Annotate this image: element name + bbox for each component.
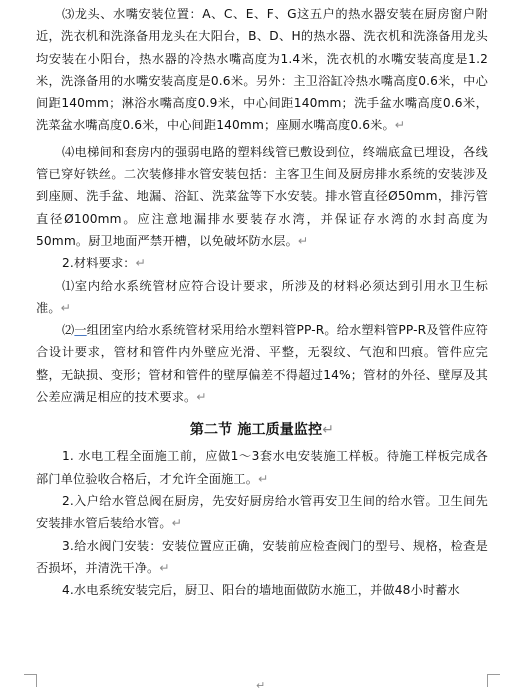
paragraph-conduit-drainage xyxy=(36,141,488,252)
paragraph-mark-icon: ↵ xyxy=(135,256,146,271)
paragraph-waterproofing xyxy=(36,579,488,601)
paragraph-ppr-pipe xyxy=(36,319,488,408)
section-heading xyxy=(36,418,488,442)
page-end-mark-icon: ↵ xyxy=(256,679,266,692)
paragraph-mark-icon: ↵ xyxy=(322,422,335,439)
section-heading-text: 第二节 施工质量监控 xyxy=(189,422,323,439)
paragraph-text: 3.给水阀门安装：安装位置应正确，安装前应检查阀门的型号、规格，检查是否损坏，并清洗干净。 xyxy=(36,538,488,575)
paragraph-text: ⑴室内给水系统管材应符合设计要求，所涉及的材料必须达到引用水卫生标准。 xyxy=(36,278,488,315)
paragraph-fixture-positions xyxy=(36,3,488,137)
paragraph-material-requirements-title xyxy=(36,252,488,274)
document-body xyxy=(36,3,488,601)
paragraph-mark-icon: ↵ xyxy=(258,471,269,486)
paragraph-text: ⑷电梯间和套房内的强弱电路的塑料线管已敷设到位，终端底盒已埋设，各线管已穿好铁丝。二次装修排水管安装包括：主客卫生间及厨房排水系统的安装涉及到座厕、洗手盆、地漏、浴缸、洗菜盆等下水安装。排水管直径Ø50mm，排污管直径Ø100mm。应注意地漏排水要装存水湾，并保证存水湾的水封高度为50mm。厨卫地面严禁开槽，以免破坏防水层。 xyxy=(36,144,488,248)
paragraph-mark-icon: ↵ xyxy=(159,560,170,575)
paragraph-mark-icon: ↵ xyxy=(171,516,183,531)
paragraph-water-pipe-material xyxy=(36,275,488,320)
paragraph-mark-icon: ↵ xyxy=(196,390,207,405)
paragraph-text: ⑶龙头、水嘴安装位置：A、C、E、F、G这五户的热水器安装在厨房窗户附近，洗衣机和洗涤备用龙头在大阳台，B、D、H的热水器、洗衣机和洗涤备用龙头均安装在小阳台，热水器的冷热水嘴高度为1.4米，洗衣机的水嘴安装高度是1.2米，洗涤备用的水嘴安装高度是0.6米。另外：主卫浴缸冷热水嘴高度0.6米，中心间距140mm；淋浴水嘴高度0.9米，中心间距140mm；洗手盆水嘴高度0.6米，洗菜盆水嘴高度0.6米，中心间距140mm；座厕水嘴高度0.6米。 xyxy=(36,7,488,133)
paragraph-text: 组团室内给水系统管材采用给水塑料管PP-R。给水塑料管PP-R及管件应符合设计要求，管材和管件内外壁应光滑、平整，无裂纹、气泡和凹痕。管件应完整，无缺损、变形；管材和管件的壁厚偏差不得超过14%；管材的外径、壁厚及其公差应满足相应的技术要求。 xyxy=(36,323,488,405)
paragraph-main-valve xyxy=(36,490,488,535)
spellcheck-underlined-text: 一 xyxy=(74,323,87,338)
paragraph-text: 2.入户给水管总阀在厨房，先安好厨房给水管再安卫生间的给水管。卫生间先安装排水管后装给水管。 xyxy=(36,493,488,531)
paragraph-valve-installation xyxy=(36,535,488,580)
page-corner-marker-left xyxy=(24,674,37,687)
paragraph-mark-icon: ↵ xyxy=(297,233,309,248)
paragraph-text: 2.材料要求： xyxy=(62,256,136,271)
paragraph-sample-installation xyxy=(36,445,488,490)
paragraph-number: ⑵ xyxy=(62,323,75,338)
paragraph-text: 4.水电系统安装完后，厨卫、阳台的墙地面做防水施工，并做48小时蓄水 xyxy=(62,583,460,598)
paragraph-mark-icon: ↵ xyxy=(394,118,406,133)
page-corner-marker-right xyxy=(487,674,500,687)
paragraph-mark-icon: ↵ xyxy=(60,300,72,315)
paragraph-text: 1. 水电工程全面施工前，应做1～3套水电安装施工样板。待施工样板完成各部门单位验收合格后，才允许全面施工。 xyxy=(36,449,488,486)
